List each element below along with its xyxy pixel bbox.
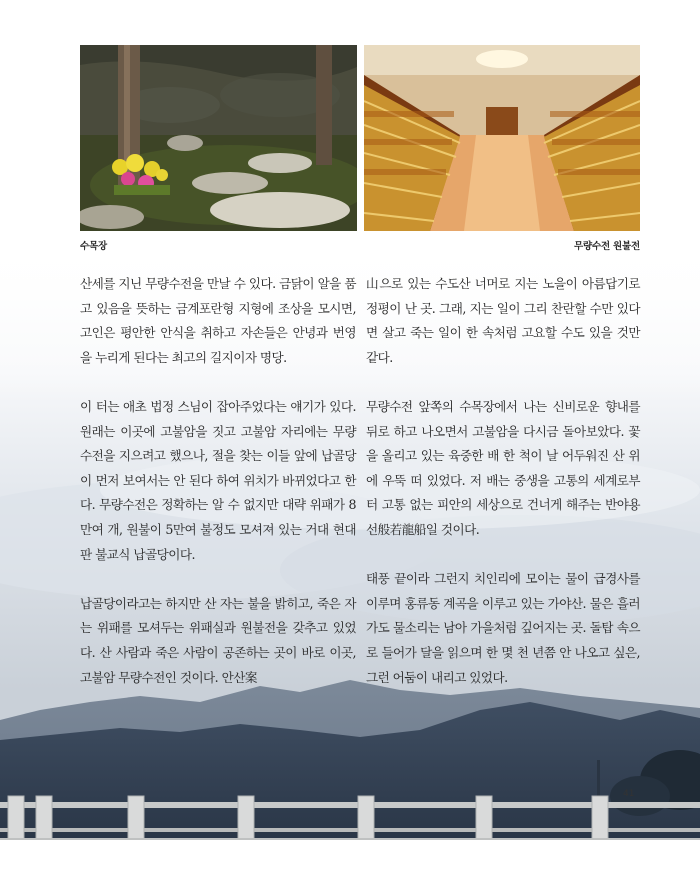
paragraph: 무량수전 앞쪽의 수목장에서 나는 신비로운 향내를 뒤로 하고 나오면서 고불암을 다시금 돌아보았다. 꽃을 올리고 있는 육중한 배 한 척이 날 어두워진 산 위에 우뚝 떠 있었다. 저 배는 중생을 고통의 세계로부터 고통 없는 피안의 세상으로 건너게 해주는 반야용선般若龍船일 것이다.	[366, 398, 640, 537]
photo-tree-burial	[80, 45, 357, 231]
photo-caption-right: 무량수전 원불전	[574, 241, 640, 252]
paragraph: 납골당이라고는 하지만 산 자는 불을 밝히고, 죽은 자는 위패를 모셔두는 위패실과 원불전을 갖추고 있었다. 산 사람과 죽은 사람이 공존하는 곳이 바로 이곳, 고불암 무량수전인 것이다. 안산案	[80, 595, 356, 685]
paragraph: 山으로 있는 수도산 너머로 지는 노을이 아름답기로 정평이 난 곳. 그래, 지는 일이 그리 찬란할 수만 있다면 살고 죽는 일이 한 속처럼 고요할 수도 있을 것만 같다.	[366, 276, 640, 365]
photo-caption-left: 수목장	[80, 241, 107, 252]
paragraph: 산세를 지닌 무량수전을 만날 수 있다. 금닭이 알을 품고 있음을 뜻하는 금계포란형 지형에 조상을 모시면, 고인은 평안한 안식을 취하고 자손들은 안녕과 번영을 누리게 된다는 최고의 길지이자 명당.	[80, 276, 356, 365]
article-column-left	[80, 272, 356, 690]
page-number: 41	[623, 789, 635, 799]
paragraph: 이 터는 애초 법정 스님이 잡아주었다는 얘기가 있다. 원래는 이곳에 고불암을 짓고 고불암 자리에는 무량수전을 지으려고 했으나, 절을 찾는 이들 앞에 납골당이 먼저 보여서는 안 된다 하여 위치가 바뀌었다고 한다. 무량수전은 정확하는 알 수 없지만 대략 위패가 8만여 개, 원불이 5만여 불정도 모셔져 있는 거대 현대판 불교식 납골당이다.	[80, 398, 356, 562]
photo-buddha-hall	[364, 45, 640, 231]
paragraph: 태풍 끝이라 그런지 치인리에 모이는 물이 급경사를 이루며 홍류동 계곡을 이루고 있는 가야산. 물은 흘러가도 물소리는 남아 가을처럼 깊어지는 곳. 돌탑 속으로 들어가 달을 읽으며 한 몇 천 년쯤 안 나오고 싶은, 그런 어둠이 내리고 있었다.	[366, 571, 640, 685]
article-column-right	[366, 272, 640, 690]
